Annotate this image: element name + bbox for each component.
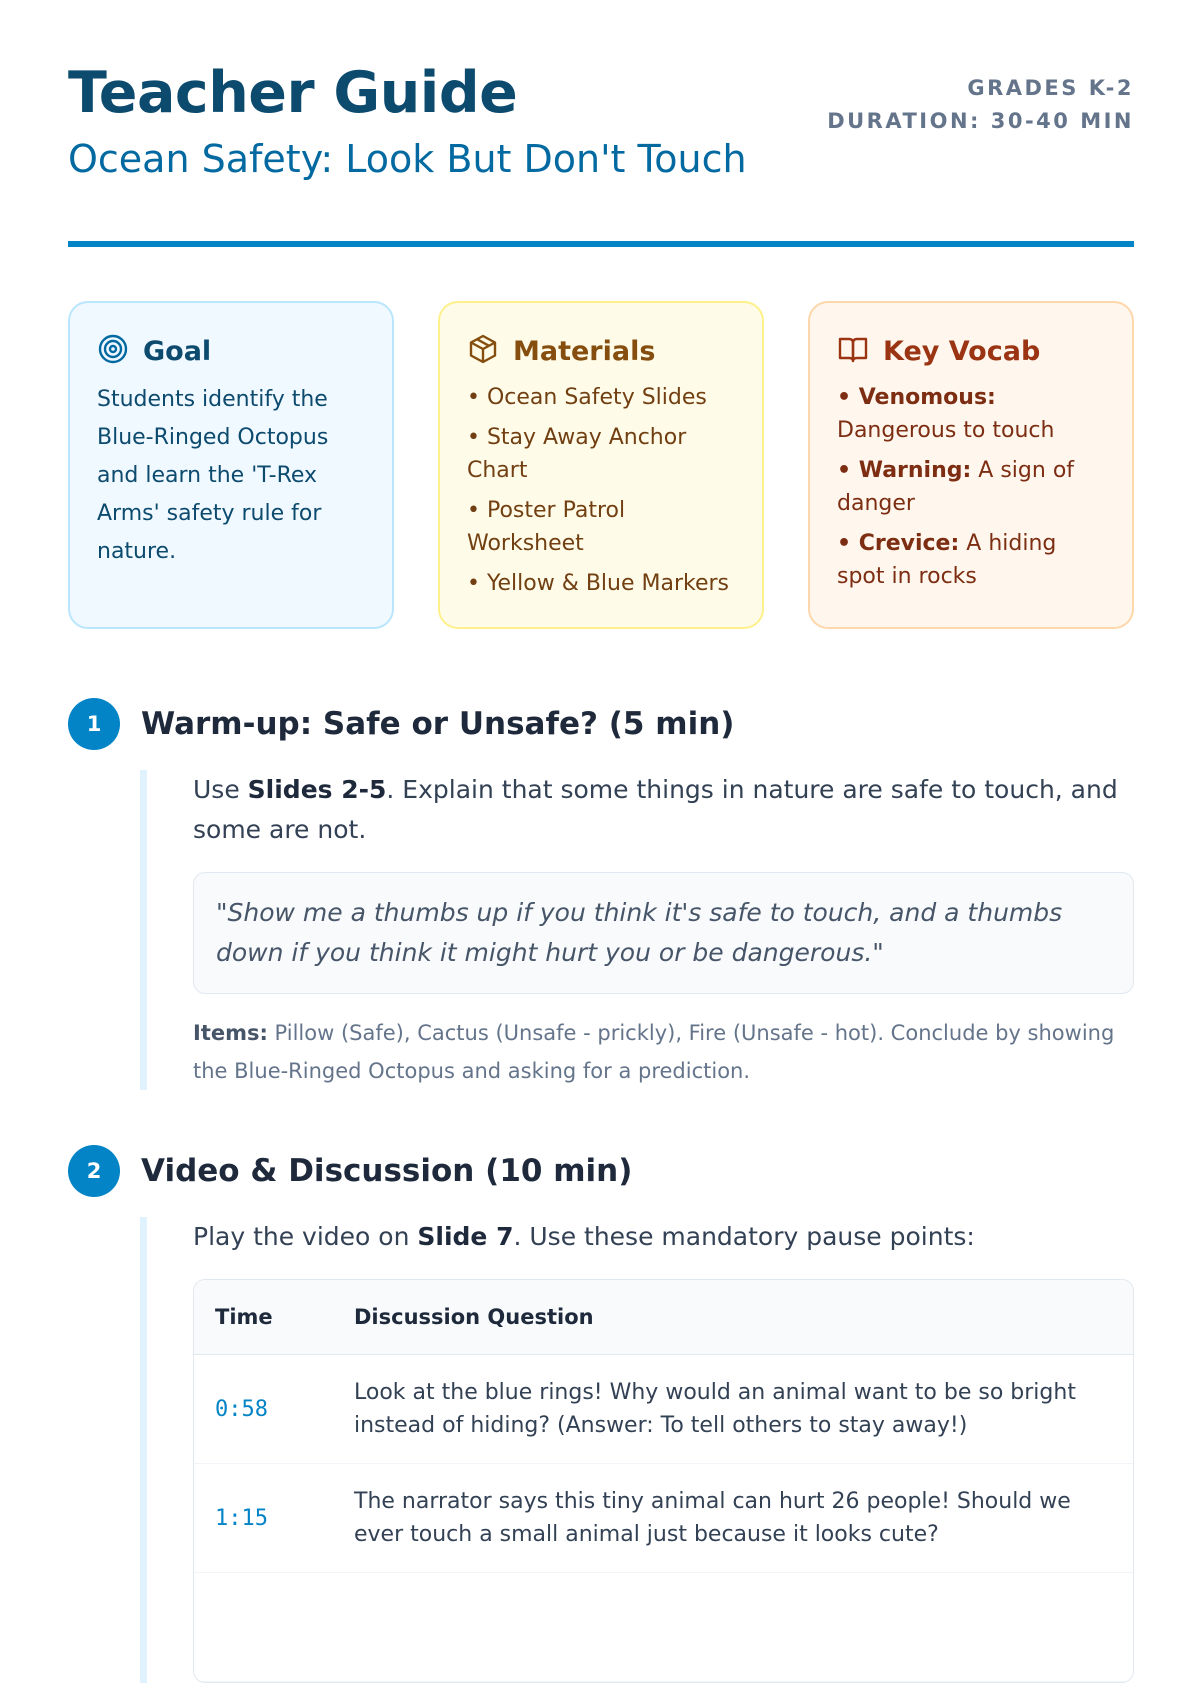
vocab-card (808, 301, 1134, 629)
materials-title: Materials (513, 335, 656, 367)
overview-cards (68, 301, 1134, 631)
step-title: Warm-up: Safe or Unsafe? (5 min) (141, 706, 735, 742)
list-item: • Yellow & Blue Markers (467, 571, 730, 596)
teacher-script-quote: "Show me a thumbs up if you think it's safe to touch, and a thumbs down if you think it might hurt you or be dangerous." (193, 872, 1134, 994)
step-1 (68, 698, 1134, 1090)
discussion-question: Look at the blue rings! Why would an animal want to be so bright instead of hiding? (Answer: To tell others to stay away!) (354, 1380, 1076, 1438)
table-row (194, 1573, 1133, 1682)
lesson-meta (827, 72, 1134, 138)
table-row (194, 1355, 1133, 1464)
step-body (140, 1217, 1134, 1683)
table-row (194, 1464, 1133, 1573)
materials-list (467, 381, 736, 600)
materials-card (438, 301, 764, 629)
timestamp: 1:15 (215, 1505, 268, 1531)
duration-label: DURATION: 30-40 MIN (827, 109, 1134, 133)
page-title: Teacher Guide (68, 60, 518, 126)
step-number-badge: 1 (68, 698, 120, 750)
box-icon (467, 333, 499, 369)
vocab-term: • Warning: (837, 458, 972, 483)
vocab-item (837, 527, 1106, 593)
step-instructions: Play the video on Slide 7. Use these mandatory pause points: (193, 1222, 975, 1251)
vocab-list (837, 381, 1106, 593)
list-item: • Poster Patrol Worksheet (467, 498, 626, 556)
vocab-title: Key Vocab (883, 335, 1041, 367)
grades-label: GRADES K-2 (967, 76, 1134, 100)
timestamp: 0:58 (215, 1396, 268, 1422)
table-header (194, 1280, 1133, 1355)
time-column-header: Time (215, 1305, 273, 1329)
vocab-term: • Venomous: (837, 385, 996, 410)
vocab-term: • Crevice: (837, 531, 960, 556)
step-note: Items: Pillow (Safe), Cactus (Unsafe - prickly), Fire (Unsafe - hot). Conclude by showing the Blue-Ringed Octopus and asking for a prediction. (193, 1021, 1115, 1083)
vocab-definition: A hiding spot in rocks (837, 531, 1057, 589)
vocab-item (837, 454, 1106, 520)
list-item: • Ocean Safety Slides (467, 385, 707, 410)
question-column-header: Discussion Question (354, 1305, 594, 1329)
step-2 (68, 1145, 1134, 1683)
vocab-definition: A sign of danger (837, 458, 1075, 516)
lesson-subtitle: Ocean Safety: Look But Don't Touch (68, 136, 747, 181)
step-number-badge: 2 (68, 1145, 120, 1197)
step-body (140, 770, 1134, 1090)
pause-points-table (193, 1279, 1134, 1683)
vocab-definition: Dangerous to touch (837, 418, 1055, 443)
header-divider (68, 241, 1134, 247)
target-icon (97, 333, 129, 369)
goal-text: Students identify the Blue-Ringed Octopus and learn the 'T-Rex Arms' safety rule for nature. (97, 387, 329, 564)
step-title: Video & Discussion (10 min) (141, 1153, 633, 1189)
book-icon (837, 333, 869, 369)
goal-title: Goal (143, 335, 212, 367)
list-item: • Stay Away Anchor Chart (467, 425, 687, 483)
vocab-item (837, 381, 1106, 447)
goal-card (68, 301, 394, 629)
page-header (68, 62, 1134, 182)
step-instructions: Use Slides 2-5. Explain that some things in nature are safe to touch, and some are not. (193, 775, 1118, 844)
discussion-question: The narrator says this tiny animal can hurt 26 people! Should we ever touch a small animal just because it looks cute? (354, 1489, 1071, 1547)
